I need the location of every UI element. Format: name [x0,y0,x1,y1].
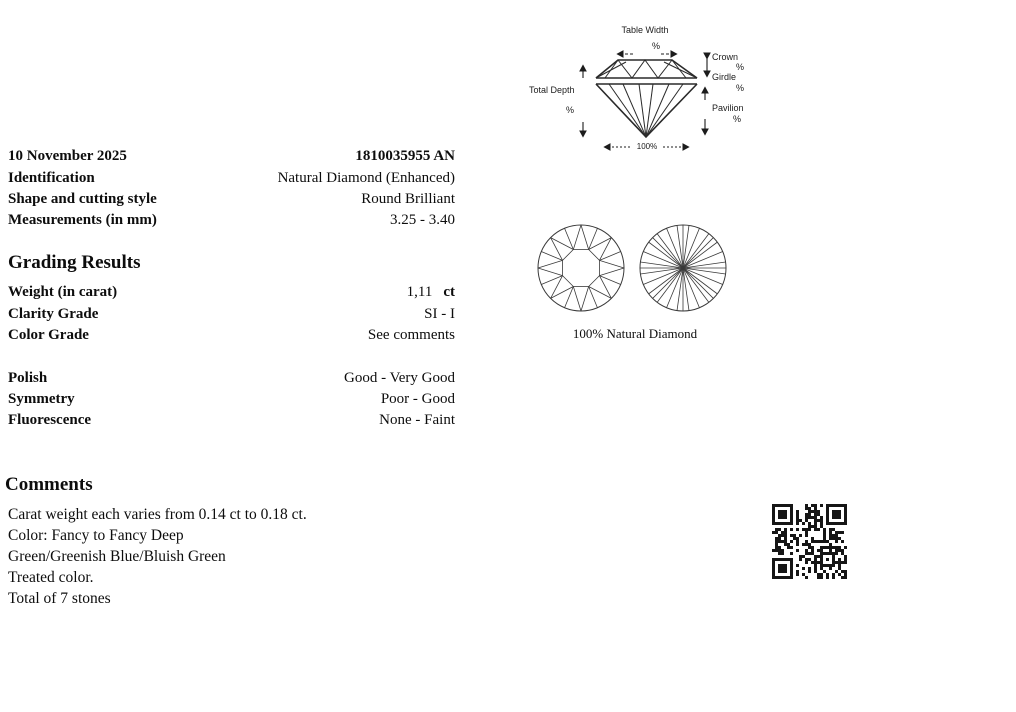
weight-row [8,284,455,301]
weight-value: 1,11 [406,284,433,300]
comments-heading: Comments [5,474,93,495]
clarity-label: Clarity Grade [8,306,99,322]
girdle-percent-label: % [736,83,745,93]
symmetry-value: Poor - Good [380,391,455,407]
total-depth-label: Total Depth [529,85,575,95]
grading-results-heading: Grading Results [8,252,141,273]
weight-unit: ct [443,284,455,300]
girdle-label: Girdle [712,72,737,82]
proportions-diagram [525,18,755,158]
measurements-value: 3.25 - 3.40 [390,212,455,228]
table-width-label: Table Width [621,25,669,35]
comments-body [8,504,478,609]
comment-line: Treated color. [8,569,94,586]
measurements-row [8,212,455,229]
comment-line: Color: Fancy to Fancy Deep [8,527,184,544]
identification-row [8,170,455,187]
shape-value: Round Brilliant [361,191,455,207]
crown-percent-label: % [736,62,745,72]
measurements-label: Measurements (in mm) [8,212,157,228]
weight-value-group [407,284,455,301]
comment-line: Carat weight each varies from 0.14 ct to 0.18 ct. [8,506,307,523]
pavilion-percent-label: % [733,114,742,124]
identification-value: Natural Diamond (Enhanced) [277,170,455,186]
fluorescence-label: Fluorescence [8,412,92,428]
girdle-diameter-100-label: 100% [636,142,658,151]
stone-plot [535,220,735,345]
fluorescence-value: None - Faint [379,412,455,428]
stone-plot-drawing [535,220,735,316]
report-number: 1810035955 AN [355,148,455,164]
color-label: Color Grade [8,327,89,343]
comment-line: Total of 7 stones [8,590,111,607]
comment-line: Green/Greenish Blue/Bluish Green [8,548,226,565]
pavilion-label: Pavilion [712,103,744,113]
table-width-percent-label: % [652,41,661,51]
qr-code [772,504,848,580]
clarity-row [8,306,455,323]
total-depth-percent-label: % [566,105,575,115]
color-row [8,327,455,344]
fluorescence-row [8,412,455,429]
crown-label: Crown [712,52,739,62]
stone-plot-caption: 100% Natural Diamond [572,326,698,341]
clarity-value: SI - I [424,306,455,322]
shape-row [8,191,455,208]
shape-label: Shape and cutting style [8,191,157,207]
weight-label: Weight (in carat) [8,284,118,300]
color-value: See comments [367,327,455,343]
report-date: 10 November 2025 [8,148,127,164]
identification-label: Identification [8,170,95,186]
symmetry-label: Symmetry [8,391,75,407]
polish-label: Polish [8,370,48,386]
polish-row [8,370,455,387]
polish-value: Good - Very Good [344,370,455,386]
report-header-row [8,148,455,165]
symmetry-row [8,391,455,408]
